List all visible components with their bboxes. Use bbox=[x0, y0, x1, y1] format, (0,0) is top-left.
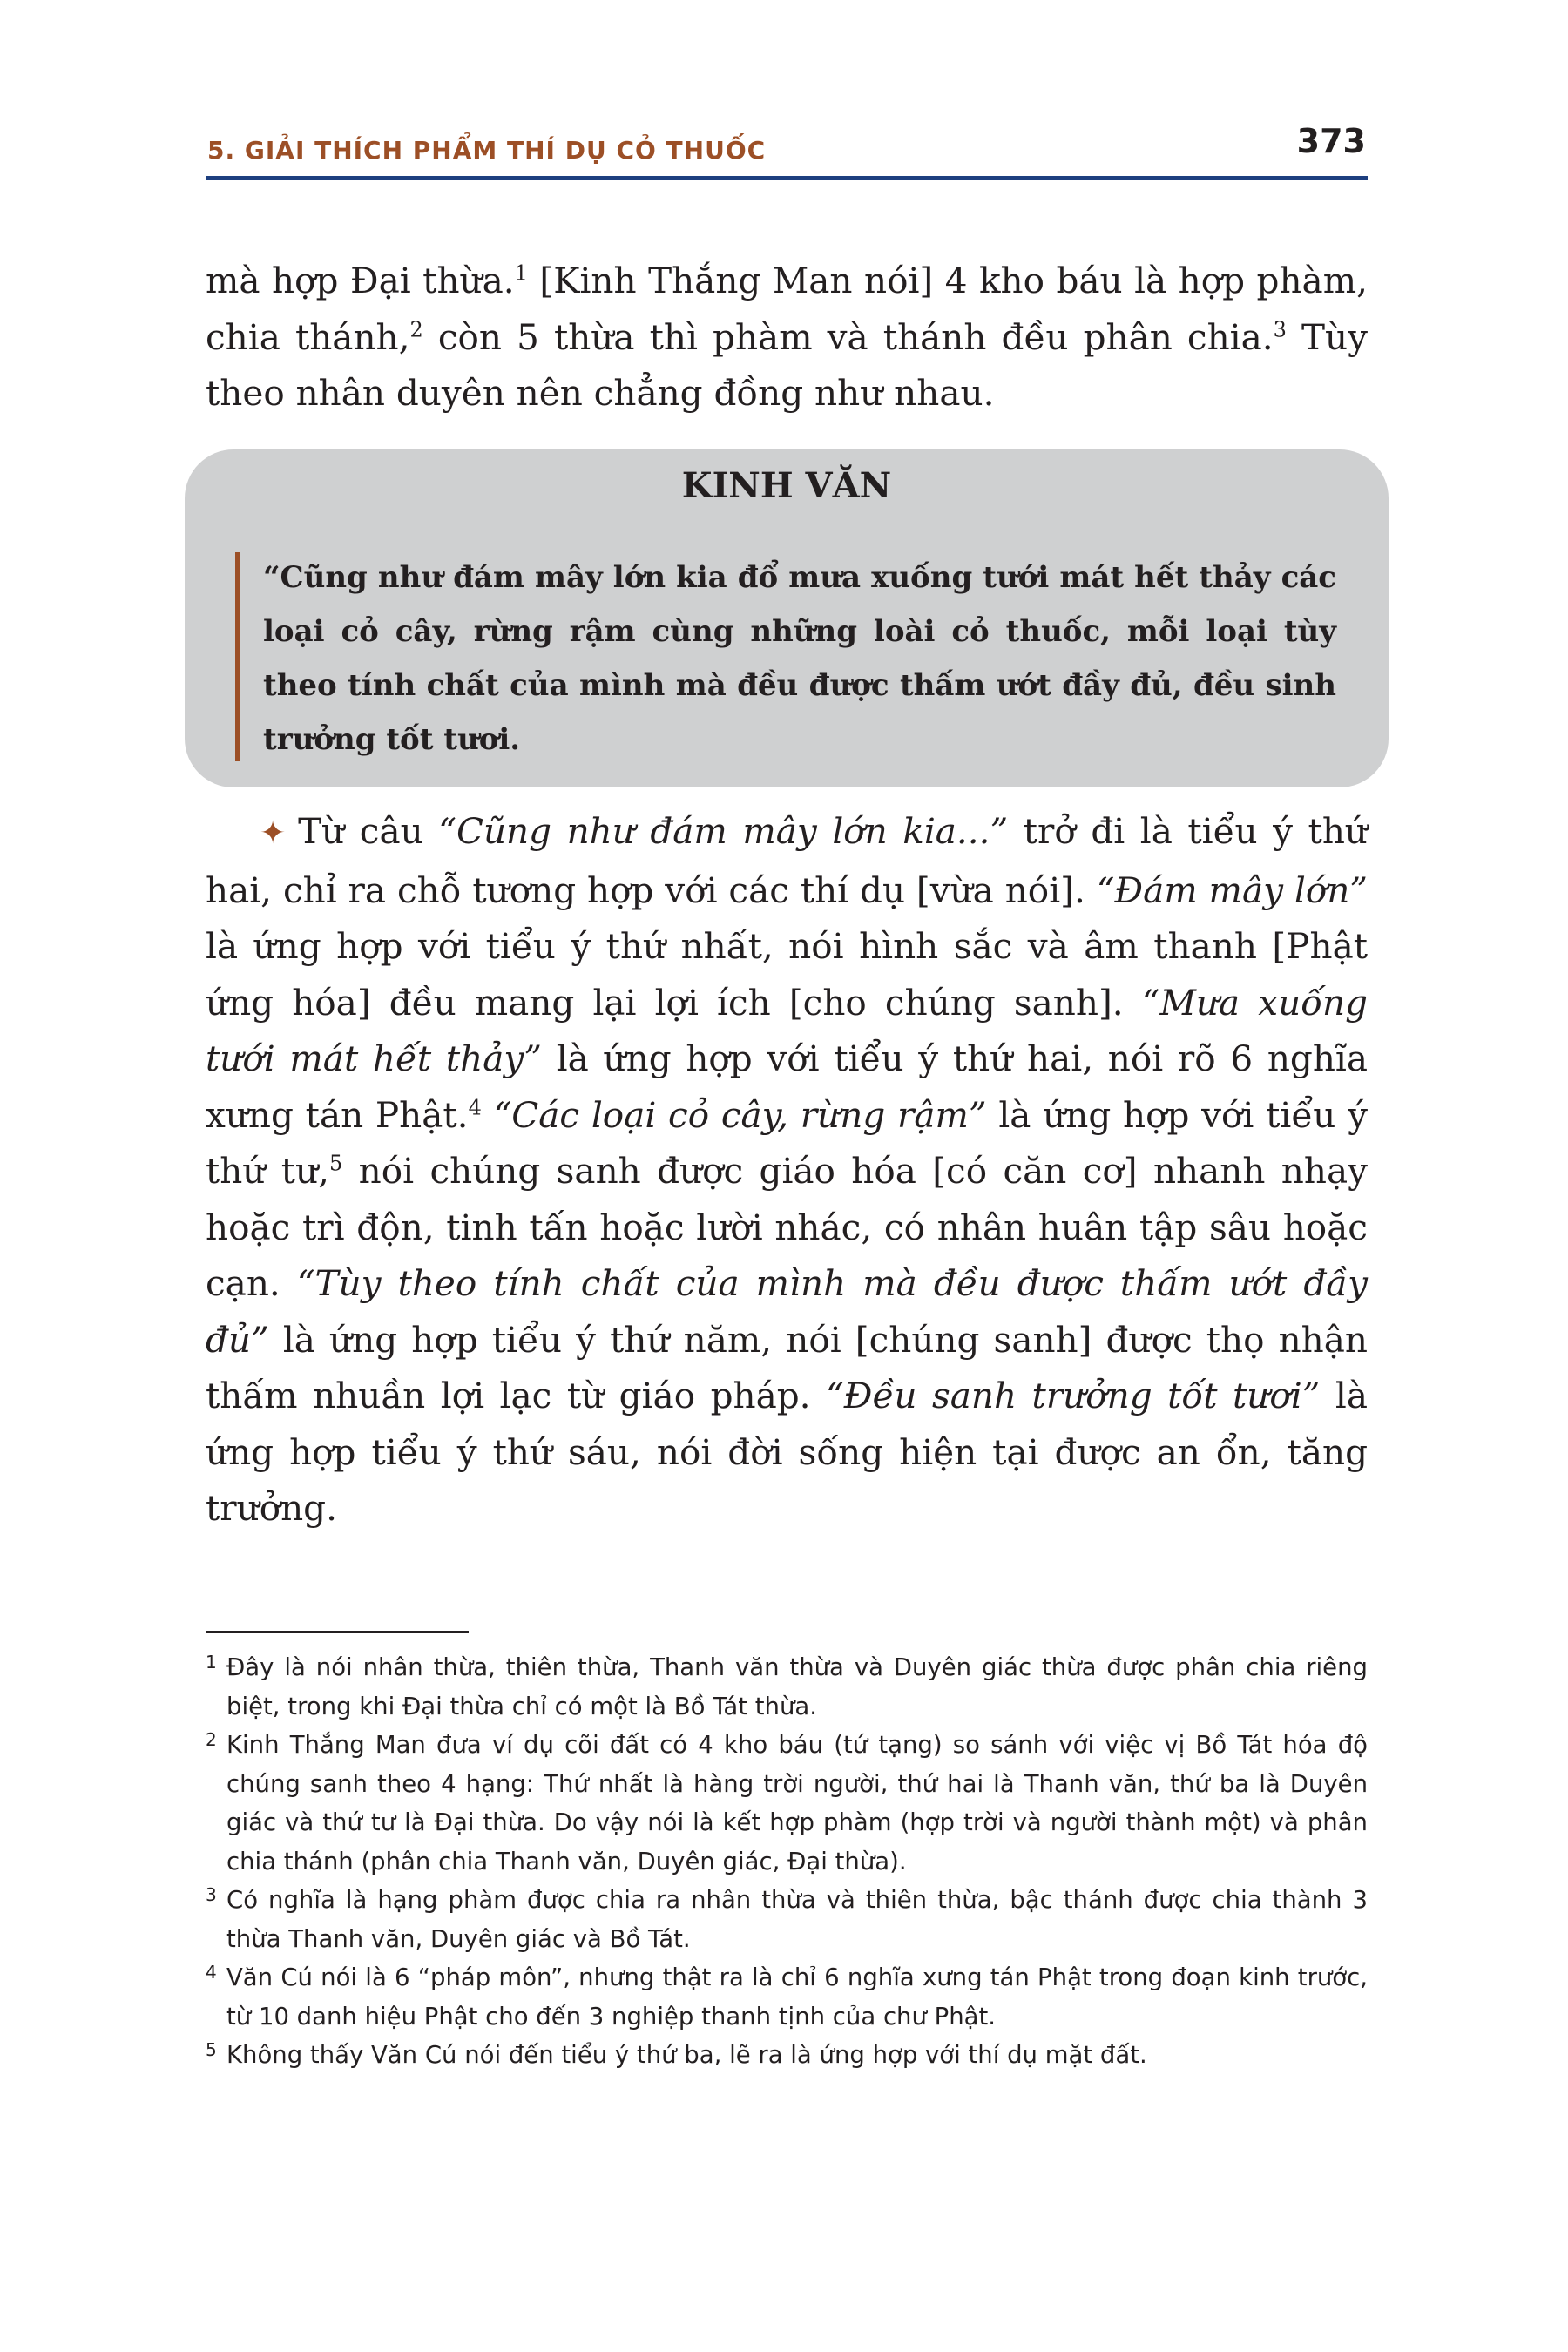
scripture-heading: KINH VĂN bbox=[681, 465, 892, 506]
footnote bbox=[206, 2036, 1368, 2075]
footnote-text: Không thấy Văn Cú nói đến tiểu ý thứ ba, lẽ ra là ứng hợp với thí dụ mặt đất. bbox=[226, 2041, 1147, 2069]
footnote-ref: 5 bbox=[329, 1151, 343, 1176]
text-run: Từ câu bbox=[298, 810, 439, 852]
footnote-number: 3 bbox=[206, 1884, 217, 1905]
footnote-ref: 3 bbox=[1273, 317, 1287, 341]
text-run: [Kinh Thắng Man nói] 4 kho báu là hợp phàm, chia thánh, bbox=[206, 260, 1368, 358]
text-run: là ứng hợp tiểu ý thứ sáu, nói đời sống hiện tại được an ổn, tăng trưởng. bbox=[206, 1375, 1368, 1529]
footnote-text: Đây là nói nhân thừa, thiên thừa, Thanh văn thừa và Duyên giác thừa được phân chia riêng biệt, trong khi Đại thừa chỉ có một là Bồ Tát thừa. bbox=[226, 1653, 1368, 1720]
footnote-number: 1 bbox=[206, 1652, 217, 1673]
page-number: 373 bbox=[1296, 122, 1366, 160]
quoted-phrase: “Đám mây lớn” bbox=[1096, 868, 1368, 911]
quoted-phrase: “Đều sanh trưởng tốt tươi” bbox=[826, 1375, 1321, 1416]
footnote-text: Kinh Thắng Man đưa ví dụ cõi đất có 4 kho báu (tứ tạng) so sánh với việc vị Bồ Tát hóa độ chúng sanh theo 4 hạng: Thứ nhất là hàng trời người, thứ hai là Thanh văn, thứ ba là Duyên giác và thứ tư là Đại thừa. Do vậy nói là kết hợp phàm (hợp trời và người thành một) và phân chia thánh (phân chia Thanh văn, Duyên giác, Đại thừa). bbox=[226, 1731, 1368, 1876]
text-run bbox=[482, 1094, 494, 1136]
quote-bar bbox=[235, 552, 240, 761]
text-run: là ứng hợp với tiểu ý thứ hai, nói rõ 6 nghĩa xưng tán Phật. bbox=[206, 1037, 1369, 1136]
footnote bbox=[206, 1648, 1368, 1726]
footnote-text: Văn Cú nói là 6 “pháp môn”, nhưng thật ra là chỉ 6 nghĩa xưng tán Phật trong đoạn kinh trước, từ 10 danh hiệu Phật cho đến 3 nghiệp thanh tịnh của chư Phật. bbox=[226, 1963, 1368, 2031]
running-header bbox=[206, 122, 1368, 181]
footnote-ref: 4 bbox=[468, 1095, 482, 1119]
intro-paragraph bbox=[206, 253, 1368, 422]
text-run: là ứng hợp với tiểu ý thứ nhất, nói hình sắc và âm thanh [Phật ứng hóa] đều mang lại lợi ích [cho chúng sanh]. bbox=[206, 925, 1368, 1024]
footnote-text: Có nghĩa là hạng phàm được chia ra nhân thừa và thiên thừa, bậc thánh được chia thành 3 thừa Thanh văn, Duyên giác và Bồ Tát. bbox=[226, 1886, 1368, 1953]
header-rule bbox=[206, 176, 1368, 180]
text-run: còn 5 thừa thì phàm và thánh đều phân chia. bbox=[422, 315, 1274, 358]
footnote-ref: 1 bbox=[514, 260, 528, 286]
quoted-phrase: “Tùy theo tính chất của mình mà đều được thấm ướt đầy đủ” bbox=[206, 1262, 1368, 1361]
text-run: mà hợp Đại thừa. bbox=[206, 260, 515, 301]
scripture-quote: “Cũng như đám mây lớn kia đổ mưa xuống tưới mát hết thảy các loại cỏ cây, rừng rậm cùng những loài cỏ thuốc, mỗi loại tùy theo tính chất của mình mà đều được thấm ướt đầy đủ, đều sinh trưởng tốt tươi. bbox=[263, 560, 1336, 757]
footnote bbox=[206, 1958, 1368, 2036]
footnote-ref: 2 bbox=[409, 317, 423, 341]
quoted-phrase: “Mưa xuống tưới mát hết thảy” bbox=[206, 981, 1368, 1079]
text-run: trở đi là tiểu ý thứ hai, chỉ ra chỗ tương hợp với các thí dụ [vừa nói]. bbox=[206, 810, 1368, 911]
footnote-number: 4 bbox=[206, 1962, 217, 1983]
text-run: là ứng hợp với tiểu ý thứ tư, bbox=[206, 1093, 1368, 1192]
commentary-paragraph bbox=[206, 803, 1368, 1537]
four-point-star-icon: ✦ bbox=[260, 815, 287, 851]
text-run: là ứng hợp tiểu ý thứ năm, nói [chúng sanh] được thọ nhận thấm nhuần lợi lạc từ giáo pháp. bbox=[206, 1318, 1368, 1416]
quoted-phrase: “Các loại cỏ cây, rừng rậm” bbox=[493, 1093, 987, 1136]
section-title: 5. GIẢI THÍCH PHẨM THÍ DỤ CỎ THUỐC bbox=[207, 136, 767, 165]
text-run: Tùy theo nhân duyên nên chẳng đồng như nhau. bbox=[206, 315, 1368, 414]
quoted-phrase: “Cũng như đám mây lớn kia...” bbox=[438, 810, 1009, 852]
scripture-box bbox=[185, 449, 1389, 787]
text-run: nói chúng sanh được giáo hóa [có căn cơ] nhanh nhạy hoặc trì độn, tinh tấn hoặc lười nhác, có nhân huân tập sâu hoặc cạn. bbox=[206, 1150, 1368, 1304]
footnote-number: 5 bbox=[206, 2039, 217, 2060]
footnotes bbox=[206, 1648, 1368, 2075]
footnote-separator bbox=[206, 1631, 469, 1633]
footnote-number: 2 bbox=[206, 1729, 217, 1750]
footnote bbox=[206, 1726, 1368, 1881]
footnote bbox=[206, 1881, 1368, 1958]
